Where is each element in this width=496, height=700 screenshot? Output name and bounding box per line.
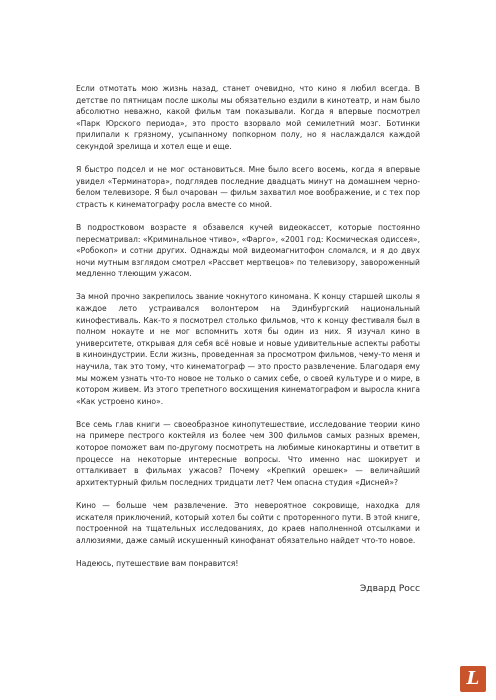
paragraph-1: Если отмотать мою жизнь назад, станет очевидно, что кино я любил всегда. В детстве по пятницам после школы мы обязательно ездили в кинотеатр, и нам было абсолютно неважно, какой фильм там показывали. Когда я впервые посмотрел «Парк Юрского периода», это просто взорвало мой семилетний мозг. Ботинки прилипали к грязному, усыпанному попкорном полу, но я наслаждался каждой секундой зрелища и хотел еще и еще. <box>76 84 420 151</box>
publisher-logo-letter: L <box>466 668 480 689</box>
paragraph-closing: Надеюсь, путешествие вам понравится! <box>76 558 239 568</box>
paragraph-2: Я быстро подсел и не мог остановиться. Мне было всего восемь, когда я впервые увидел «Терминатора», подглядев последние двадцать минут на домашнем черно-белом телевизоре. Я был очарован — фильм захватил мое воображение, и с тех пор страсть к кинематографу росла вместе со мной. <box>76 165 420 209</box>
publisher-logo <box>460 666 486 692</box>
document-body <box>76 83 420 595</box>
paragraph-6: Кино — больше чем развлечение. Это невероятное сокровище, находка для искателя приключений, который хотел бы сойти с проторенного пути. В этой книге, построенной на тщательных исследованиях, до краев наполненной отсылками и аллюзиями, даже самый искушенный кинофанат обязательно найдет что-то новое. <box>76 500 420 545</box>
paragraph-3: В подростковом возрасте я обзавелся кучей видеокассет, которые постоянно пересматривал: «Криминальное чтиво», «Фарго», «2001 год: Космическая одиссея», «Робокоп» и сотни других. Однажды мой видеомагнитофон сломался, и я до двух ночи мутным взглядом смотрел «Рассвет мертвецов» по телевизору, завороженный медленно тлеющим ужасом. <box>76 222 420 279</box>
paragraph-5: Все семь глав книги — своеобразное кинопутешествие, исследование теории кино на примере пестрого коктейля из более чем 300 фильмов самых разных времен, которое поможет вам по-другому посмотреть на любимые кинокартины и ответит в процессе на некоторые интересные вопросы. Что именно нас шокирует и отталкивает в фильмах ужасов? Почему «Крепкий орешек» — величайший архитектурный фильм последних тридцати лет? Чем опасна студия «Дисней»? <box>76 419 420 487</box>
author-signature: Эдвард Росс <box>359 583 420 595</box>
paragraph-4: За мной прочно закрепилось звание чокнутого киномана. К концу старшей школы я каждое лето устраивался волонтером на Эдинбургский национальный кинофестиваль. Как-то я посмотрел столько фильмов, что к концу фестиваля был в полном нокауте и не мог вспомнить хотя бы один из них. Я изучал кино в университете, открывая для себя всё новые и новые удивительные аспекты работы в киноиндустрии. Если жизнь, проведенная за просмотром фильмов, чему-то меня и научила, так это тому, что кинематограф — это просто развлечение. Благодаря ему мы можем узнать что-то новое не только о самих себе, о своей культуре и о мире, в котором живем. Из этого трепетного восхищения кинематографом и выросла книга «Как устроено кино». <box>76 292 420 406</box>
